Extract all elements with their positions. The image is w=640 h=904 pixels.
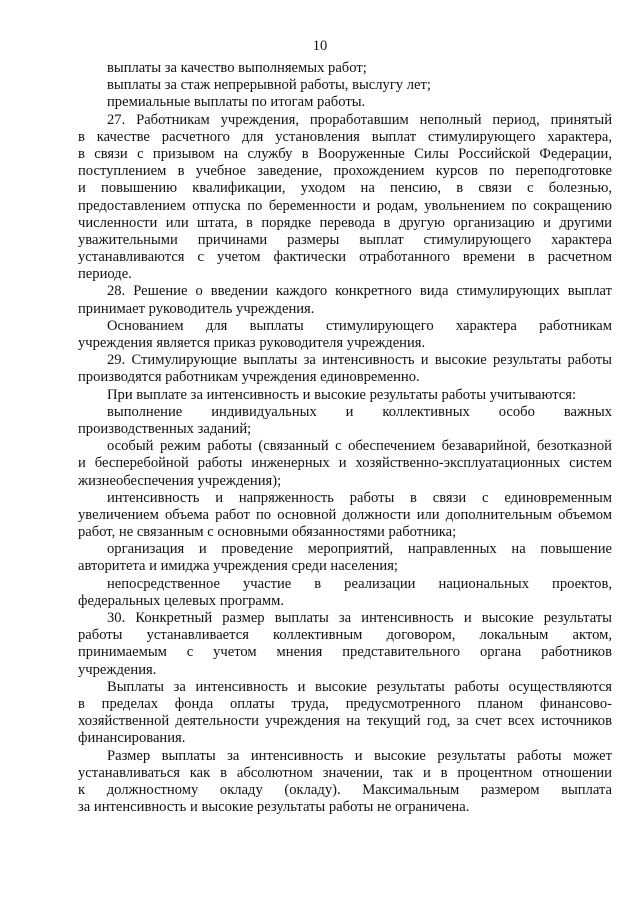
text-line: численности или штата, в порядке перевода в другую организацию и другими: [78, 214, 612, 231]
text-line: за интенсивность и высокие результаты работы не ограничена.: [78, 799, 470, 816]
text-line: в пределах фонда оплаты труда, предусмотренного планом финансово-: [78, 695, 612, 712]
text-line: учреждения.: [78, 661, 157, 678]
text-line: периоде.: [78, 266, 132, 283]
text-line: 27. Работникам учреждения, проработавшим неполный период, принятый: [107, 111, 612, 128]
text-line: Размер выплаты за интенсивность и высокие результаты работы может: [107, 747, 612, 764]
text-line: в качестве расчетного для установления выплат стимулирующего характера,: [78, 128, 612, 145]
text-line: выплаты за качество выполняемых работ;: [107, 60, 367, 76]
text-line: и бесперебойной работы инженерных и хозяйственно-эксплуатационных систем: [78, 455, 612, 472]
text-line: хозяйственной деятельности учреждения на текущий год, за счет всех источников: [78, 713, 612, 730]
text-line: предоставлением отпуска по беременности и родам, увольнением по сокращению: [78, 197, 612, 214]
text-line: устанавливаются с учетом фактически отработанного времени в расчетном: [78, 249, 612, 266]
text-line: к должностному окладу (окладу). Максимальным размером выплата: [78, 781, 612, 798]
text-line: поступлением в учебное заведение, прохождением курсов по переподготовке: [78, 163, 612, 180]
text-line: премиальные выплаты по итогам работы.: [107, 94, 366, 111]
text-line: финансирования.: [78, 730, 186, 747]
text-line: учреждения является приказ руководителя учреждения.: [78, 335, 426, 351]
text-line: уважительными причинами размеры выплат стимулирующего характера: [78, 231, 612, 248]
text-line: в связи с призывом на службу в Вооруженные Силы Российской Федерации,: [78, 145, 612, 162]
text-line: 30. Конкретный размер выплаты за интенсивность и высокие результаты: [107, 610, 612, 626]
text-line: работ, не связанным с основными обязанностями работника;: [78, 524, 457, 541]
document-body: [78, 60, 612, 816]
text-line: федеральных целевых программ.: [78, 592, 285, 609]
text-line: Выплаты за интенсивность и высокие результаты работы осуществляются: [107, 678, 612, 695]
page-number: 10: [312, 38, 328, 54]
text-line: и повышению квалификации, уходом на пенсию, в связи с болезнью,: [78, 180, 612, 197]
text-line: производственных заданий;: [78, 420, 252, 437]
text-line: принимаемым с учетом мнения представительного органа работников: [78, 644, 612, 661]
text-line: жизнеобеспечения учреждения);: [78, 472, 282, 489]
text-line: непосредственное участие в реализации национальных проектов,: [107, 575, 612, 592]
text-line: При выплате за интенсивность и высокие результаты работы учитываются:: [107, 386, 577, 403]
text-line: выплаты за стаж непрерывной работы, выслугу лет;: [107, 77, 431, 94]
text-line: Основанием для выплаты стимулирующего характера работникам: [107, 317, 612, 334]
text-line: производятся работникам учреждения единовременно.: [78, 369, 420, 386]
text-line: выполнение индивидуальных и коллективных особо важных: [107, 403, 612, 420]
text-line: 29. Стимулирующие выплаты за интенсивность и высокие результаты работы: [107, 352, 612, 369]
text-line: принимает руководитель учреждения.: [78, 300, 315, 317]
text-line: работы устанавливается коллективным договором, локальным актом,: [78, 627, 612, 644]
text-line: устанавливаться как в абсолютном значении, так и в процентном отношении: [78, 764, 612, 781]
text-line: особый режим работы (связанный с обеспечением безаварийной, безотказной: [107, 438, 612, 455]
text-line: организация и проведение мероприятий, направленных на повышение: [107, 541, 612, 558]
text-line: интенсивность и напряженность работы в связи с единовременным: [107, 489, 612, 506]
text-line: 28. Решение о введении каждого конкретного вида стимулирующих выплат: [107, 283, 612, 300]
text-line: авторитета и имиджа учреждения среди населения;: [78, 558, 398, 575]
text-line: увеличением объема работ по основной должности или дополнительным объемом: [78, 506, 612, 523]
